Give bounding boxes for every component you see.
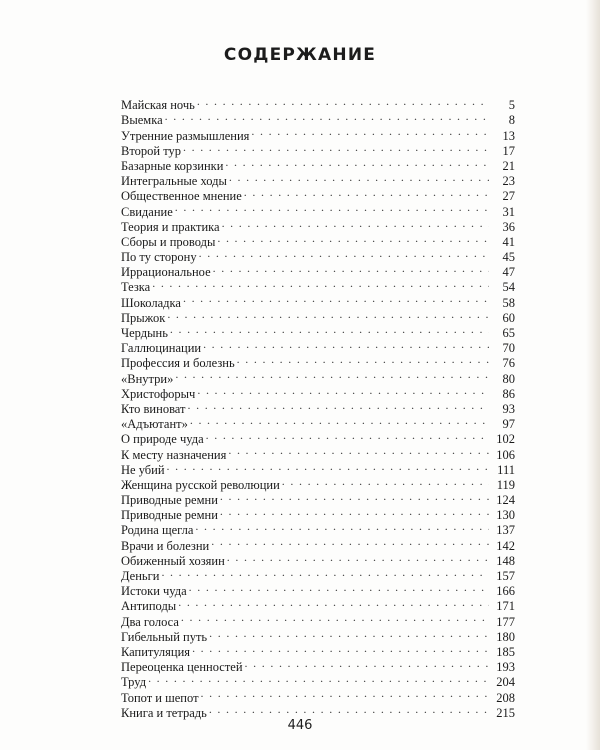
toc-entry-title: Иррациональное <box>121 265 211 280</box>
toc-entry-title: Второй тур <box>121 143 181 158</box>
toc-entry-title: Выемка <box>121 113 163 128</box>
toc-entry-page: 76 <box>502 356 515 371</box>
contents-heading: СОДЕРЖАНИЕ <box>223 45 377 65</box>
toc-entry-page: 137 <box>496 523 515 538</box>
toc-entry-title: Капитуляция <box>121 644 191 659</box>
toc-dot-leader <box>199 246 489 261</box>
toc-dot-leader <box>209 702 489 717</box>
toc-dot-leader <box>203 337 489 352</box>
table-of-contents <box>121 94 515 720</box>
toc-entry-title: Тезка <box>121 280 151 295</box>
toc-dot-leader <box>251 124 489 139</box>
toc-entry-page: 13 <box>502 128 515 143</box>
toc-entry-page: 215 <box>496 705 515 720</box>
toc-entry-page: 5 <box>508 98 515 113</box>
toc-entry-title: Женщина русской революции <box>121 477 280 492</box>
toc-entry-title: Переоценка ценностей <box>121 660 243 675</box>
toc-entry-title: Профессия и болезнь <box>121 356 235 371</box>
toc-dot-leader <box>190 413 489 428</box>
toc-entry-page: 45 <box>502 250 515 265</box>
toc-entry-title: Христофорыч <box>121 386 196 401</box>
toc-entry <box>121 337 515 356</box>
toc-entry-title: Книга и тетрадь <box>121 705 207 720</box>
toc-entry-title: Топот и шепот <box>121 690 199 705</box>
toc-entry-title: Галлюцинации <box>121 341 202 356</box>
toc-entry-title: Труд <box>121 675 147 690</box>
toc-entry-page: 41 <box>502 234 515 249</box>
toc-entry <box>121 291 515 310</box>
toc-dot-leader <box>217 231 489 246</box>
toc-dot-leader <box>165 109 489 124</box>
toc-entry-page: 21 <box>502 158 515 173</box>
toc-entry-title: Чердынь <box>121 326 168 340</box>
toc-entry-page: 8 <box>508 113 515 128</box>
toc-dot-leader <box>152 276 489 291</box>
toc-dot-leader <box>209 626 489 641</box>
toc-entry <box>121 565 515 583</box>
toc-entry-title: Базарные корзинки <box>121 158 224 173</box>
toc-entry <box>121 459 515 477</box>
toc-dot-leader <box>189 580 489 595</box>
toc-dot-leader <box>225 155 489 170</box>
toc-dot-leader <box>192 641 489 656</box>
toc-entry <box>121 686 515 705</box>
page-number: 446 <box>287 718 313 733</box>
toc-entry-title: Сборы и проводы <box>121 234 216 249</box>
toc-entry-page: 27 <box>502 189 515 204</box>
toc-entry-page: 60 <box>502 310 515 325</box>
toc-entry-title: Свидание <box>121 204 173 219</box>
toc-entry-title: О природе чуда <box>121 432 204 447</box>
toc-dot-leader <box>201 686 489 701</box>
toc-entry-page: 124 <box>496 493 515 508</box>
toc-dot-leader <box>244 185 489 200</box>
toc-dot-leader <box>148 671 489 686</box>
toc-entry <box>121 610 515 629</box>
toc-dot-leader <box>161 565 489 580</box>
toc-entry-page: 180 <box>496 629 515 644</box>
toc-entry-title: Приводные ремни <box>121 493 218 508</box>
toc-dot-leader <box>197 383 489 398</box>
toc-entry <box>121 307 515 325</box>
toc-entry-page: 47 <box>502 265 515 280</box>
toc-dot-leader <box>167 459 489 474</box>
toc-entry-page: 157 <box>496 569 515 583</box>
toc-entry-page: 36 <box>502 219 515 234</box>
toc-entry <box>121 322 515 340</box>
toc-entry-title: К месту назначения <box>121 447 227 462</box>
toc-entry-page: 17 <box>502 143 515 158</box>
toc-dot-leader <box>183 291 489 306</box>
toc-dot-leader <box>178 595 489 610</box>
toc-entry-page: 142 <box>496 538 515 553</box>
toc-dot-leader <box>175 367 489 382</box>
toc-entry-title: Два голоса <box>121 614 179 629</box>
toc-entry-title: Приводные ремни <box>121 508 218 523</box>
toc-dot-leader <box>188 398 490 413</box>
toc-entry-page: 31 <box>502 204 515 219</box>
toc-entry-title: Врачи и болезни <box>121 538 210 553</box>
toc-entry-title: Истоки чуда <box>121 584 187 599</box>
toc-entry-page: 204 <box>496 675 515 690</box>
toc-entry-title: Гибельный путь <box>121 629 208 644</box>
toc-dot-leader <box>175 200 489 215</box>
toc-entry-page: 54 <box>502 280 515 295</box>
toc-dot-leader <box>181 610 489 625</box>
toc-dot-leader <box>222 216 489 231</box>
toc-entry-title: Антиподы <box>121 599 177 614</box>
toc-entry-title: Утренние размышления <box>121 128 250 143</box>
toc-entry <box>121 580 515 599</box>
toc-entry-page: 111 <box>497 462 515 477</box>
toc-entry-title: «Внутри» <box>121 371 174 386</box>
toc-entry-page: 80 <box>502 371 515 386</box>
toc-entry-page: 185 <box>496 644 515 659</box>
toc-dot-leader <box>167 307 489 322</box>
toc-dot-leader <box>228 443 489 458</box>
toc-entry-page: 166 <box>496 584 515 599</box>
toc-entry-title: По ту сторону <box>121 250 197 265</box>
toc-dot-leader <box>213 261 489 276</box>
toc-entry-title: Не убий <box>121 462 165 477</box>
toc-entry-title: «Адъютант» <box>121 417 188 432</box>
toc-entry <box>121 383 515 401</box>
toc-entry-page: 193 <box>496 660 515 675</box>
toc-dot-leader <box>245 656 489 671</box>
toc-entry-page: 58 <box>502 295 515 310</box>
toc-entry-title: Общественное мнение <box>121 189 242 204</box>
toc-entry-page: 130 <box>496 508 515 523</box>
toc-entry-title: Майская ночь <box>121 98 195 113</box>
toc-entry-title: Обиженный хозяин <box>121 553 225 568</box>
toc-entry-page: 177 <box>496 614 515 629</box>
toc-entry-page: 65 <box>502 326 515 340</box>
toc-dot-leader <box>227 550 489 565</box>
toc-entry <box>121 474 515 492</box>
toc-entry <box>121 595 515 614</box>
toc-entry <box>121 367 515 386</box>
toc-entry-title: Деньги <box>121 569 160 583</box>
toc-entry <box>121 124 515 143</box>
toc-entry-title: Прыжок <box>121 310 166 325</box>
toc-entry <box>121 109 515 128</box>
toc-entry-title: Теория и практика <box>121 219 220 234</box>
toc-dot-leader <box>220 504 489 519</box>
toc-dot-leader <box>211 534 489 549</box>
toc-dot-leader <box>170 322 489 337</box>
toc-entry-page: 102 <box>496 432 515 447</box>
toc-entry <box>121 216 515 234</box>
toc-entry <box>121 94 515 113</box>
toc-dot-leader <box>220 489 489 504</box>
toc-entry-page: 86 <box>502 386 515 401</box>
toc-entry-page: 97 <box>502 417 515 432</box>
page-edge-shadow <box>586 0 600 750</box>
toc-entry-title: Интегральные ходы <box>121 174 227 189</box>
toc-dot-leader <box>229 170 489 185</box>
toc-entry-page: 106 <box>496 447 515 462</box>
toc-dot-leader <box>195 519 489 534</box>
toc-dot-leader <box>206 428 489 443</box>
toc-dot-leader <box>282 474 489 489</box>
toc-dot-leader <box>183 140 489 155</box>
toc-dot-leader <box>197 94 489 109</box>
toc-entry-page: 93 <box>502 401 515 416</box>
toc-entry <box>121 200 515 219</box>
toc-entry-title: Родина щегла <box>121 523 194 538</box>
toc-entry-page: 208 <box>496 690 515 705</box>
toc-entry <box>121 276 515 295</box>
toc-entry-title: Кто виноват <box>121 401 186 416</box>
toc-entry-page: 171 <box>496 599 515 614</box>
toc-entry-page: 148 <box>496 553 515 568</box>
toc-dot-leader <box>237 352 489 367</box>
toc-entry <box>121 671 515 690</box>
toc-entry-page: 119 <box>496 477 515 492</box>
toc-entry-page: 70 <box>502 341 515 356</box>
toc-entry-page: 23 <box>502 174 515 189</box>
toc-entry-title: Шоколадка <box>121 295 181 310</box>
